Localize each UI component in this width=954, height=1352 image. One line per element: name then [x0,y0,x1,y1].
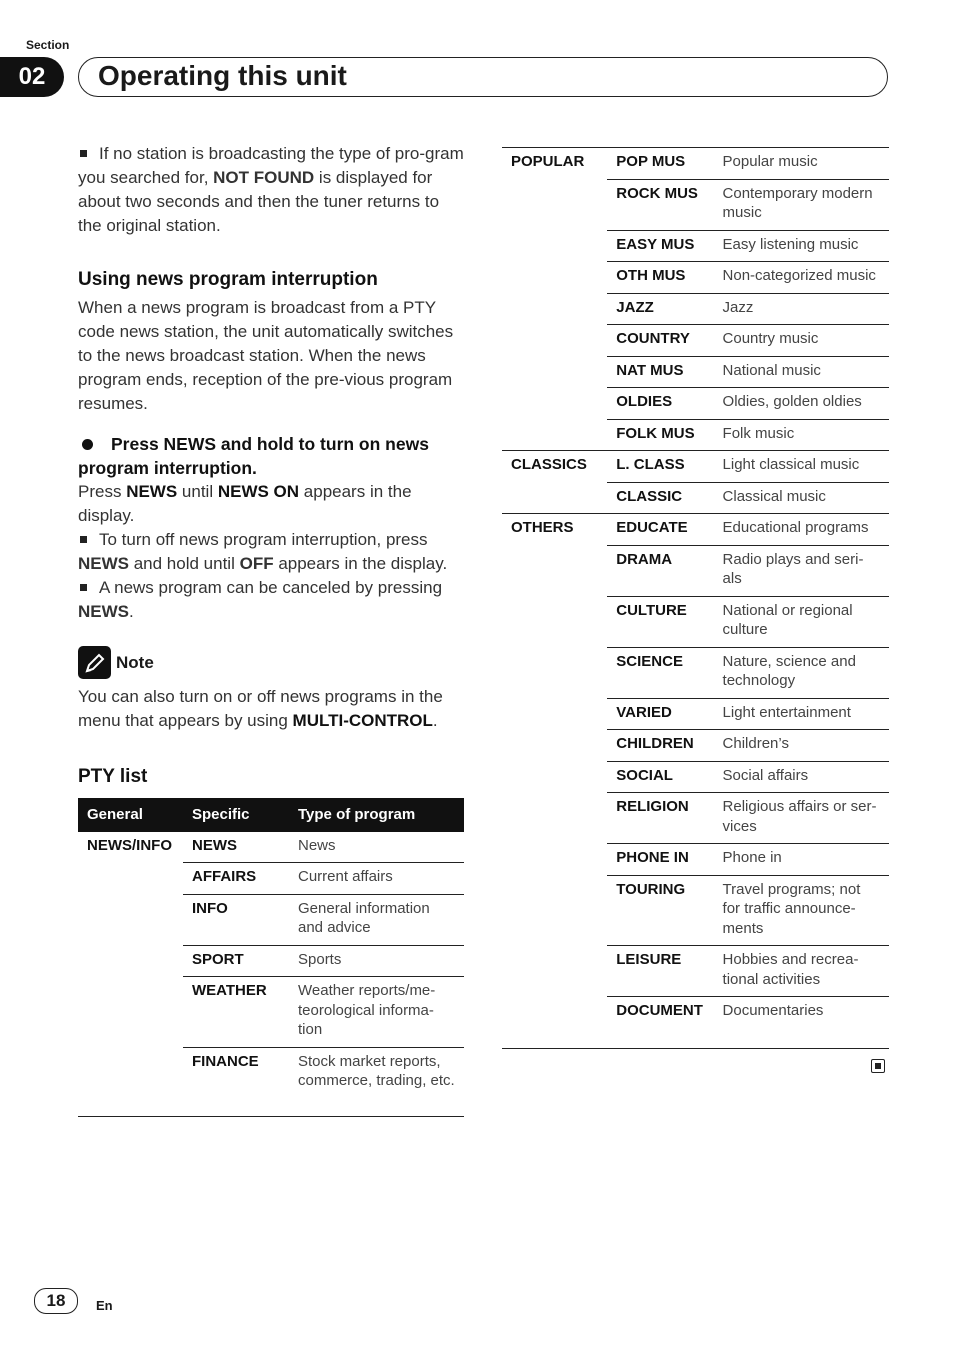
cell-specific: CULTURE [607,596,713,647]
cell-type: Easy listening music [714,230,889,262]
cell-type: Travel programs; not for traffic announce-ments [714,875,889,946]
page-title: Operating this unit [98,60,347,91]
cell-type: Classical music [714,482,889,514]
pty-table-part2 [502,147,889,1029]
note-label: Note [116,652,154,672]
step-detail: Press NEWS until NEWS ON appears in the display. [78,482,412,525]
table-header-row [78,798,464,832]
cell-type: Social affairs [714,761,889,793]
cell-type: Popular music [714,148,889,180]
table-row [502,451,889,483]
cell-type: Folk music [714,419,889,451]
para-news-interruption: When a news program is broadcast from a PTY code news station, the unit automatically switches to the news broadcast station. When the news program ends, reception of the pre-vious program resumes. [78,298,454,413]
table-row [78,832,464,863]
cell-specific: ROCK MUS [607,179,713,230]
table-end-rule [78,1116,464,1117]
cell-type: News [298,836,336,854]
cell-specific: JAZZ [607,293,713,325]
cell-type: Sports [289,945,464,977]
step-press-news: Press NEWS and hold to turn on news program interruption. [78,434,429,478]
cell-specific: VARIED [607,698,713,730]
cell-specific: FOLK MUS [607,419,713,451]
cell-general: CLASSICS [502,451,607,514]
cell-specific: SCIENCE [607,647,713,698]
cell-specific: NAT MUS [607,356,713,388]
language-code: En [96,1298,113,1313]
cell-type: Light entertainment [714,698,889,730]
square-bullet-icon [80,150,87,157]
column-header: Type of program [289,798,464,832]
cell-specific: INFO [183,894,289,945]
left-column [78,142,466,789]
cell-general: POPULAR [502,148,607,451]
note-text: You can also turn on or off news programs in the menu that appears by using MULTI-CONTROL. [78,687,443,730]
cell-specific: NEWS [192,836,237,854]
cell-type: Jazz [714,293,889,325]
cell-type: Children’s [714,730,889,762]
cell-general: OTHERS [502,514,607,1029]
cell-specific: OLDIES [607,388,713,420]
square-bullet-icon [80,536,87,543]
square-bullet-icon [80,584,87,591]
pty-table-part1 [78,798,464,1099]
column-header: General [78,798,183,832]
cell-type: National or regional culture [714,596,889,647]
cell-specific: DRAMA [607,545,713,596]
cell-specific: DOCUMENT [607,997,713,1029]
cell-type: Hobbies and recrea-tional activities [714,946,889,997]
cell-specific: L. CLASS [607,451,713,483]
step-bullet-icon [82,439,93,450]
cell-specific: COUNTRY [607,325,713,357]
cell-type: Country music [714,325,889,357]
cell-type: Religious affairs or ser-vices [714,793,889,844]
cell-type: National music [714,356,889,388]
cell-type: Oldies, golden oldies [714,388,889,420]
cell-specific: WEATHER [183,977,289,1048]
cell-specific: SPORT [183,945,289,977]
cell-specific: FINANCE [183,1047,289,1099]
table-row [502,514,889,546]
cell-specific: RELIGION [607,793,713,844]
cell-specific: TOURING [607,875,713,946]
pencil-note-icon [78,646,111,679]
cell-type: Current affairs [289,863,464,895]
cell-specific: POP MUS [607,148,713,180]
cell-type: Contemporary modern music [714,179,889,230]
cell-specific: OTH MUS [607,262,713,294]
cell-specific: LEISURE [607,946,713,997]
note-header [78,646,466,679]
bullet-cancel: A news program can be canceled by pressing NEWS. [78,578,443,621]
cell-type: Radio plays and seri-als [714,545,889,596]
cell-type: Phone in [714,844,889,876]
bullet-not-found: If no station is broadcasting the type of pro-gram you searched for, NOT FOUND is displayed for about two seconds and then the tuner returns to the original station. [78,144,464,235]
section-label: Section [26,38,70,52]
heading-pty-list: PTY list [78,766,148,787]
cell-type: Nature, science and technology [714,647,889,698]
cell-type: Stock market reports, commerce, trading, etc. [289,1047,464,1099]
table-row [502,148,889,180]
cell-type: Documentaries [714,997,889,1029]
cell-type: Educational programs [714,514,889,546]
table-end-rule [502,1048,889,1049]
cell-specific: EDUCATE [607,514,713,546]
page-number: 18 [34,1288,78,1314]
cell-specific: CHILDREN [607,730,713,762]
heading-news-interruption: Using news program interruption [78,269,378,290]
cell-general: NEWS/INFO [87,836,172,854]
cell-type: Weather reports/me-teorological informa-tion [289,977,464,1048]
cell-specific: PHONE IN [607,844,713,876]
section-number: 02 [0,57,64,97]
cell-type: Light classical music [714,451,889,483]
cell-type: General information and advice [289,894,464,945]
cell-type: Non-categorized music [714,262,889,294]
cell-specific: AFFAIRS [183,863,289,895]
cell-specific: SOCIAL [607,761,713,793]
cell-specific: CLASSIC [607,482,713,514]
cell-specific: EASY MUS [607,230,713,262]
column-header: Specific [183,798,289,832]
bullet-turn-off: To turn off news program interruption, press NEWS and hold until OFF appears in the display. [78,530,448,573]
